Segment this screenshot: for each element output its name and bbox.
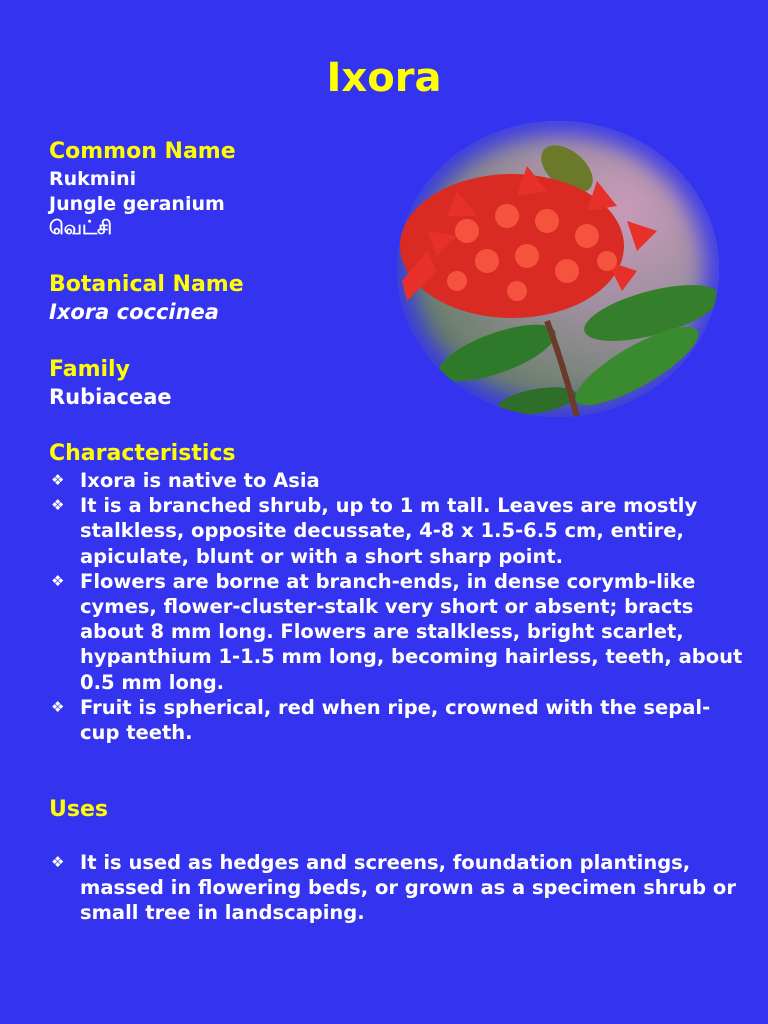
family-value: Rubiaceae	[49, 385, 172, 409]
list-item: ❖ Fruit is spherical, red when ripe, crowned with the sepal-cup teeth.	[51, 695, 711, 745]
list-item: ❖ It is used as hedges and screens, foundation plantings, massed in flowering beds, or grown as a specimen shrub or small tree in landscaping.	[51, 851, 736, 925]
characteristics-list	[49, 468, 749, 745]
common-name-jungle-geranium: Jungle geranium	[49, 193, 225, 215]
list-item: ❖ Ixora is native to Asia	[51, 469, 320, 492]
common-name-tamil: வெட்சி	[49, 217, 112, 239]
list-item: ❖ It is a branched shrub, up to 1 m tall. Leaves are mostly stalkless, opposite decussate, 4-8 x 1.5-6.5 cm, entire, apiculate, blunt or with a short sharp point.	[51, 494, 698, 568]
family-heading: Family	[49, 357, 130, 382]
common-name-heading: Common Name	[49, 139, 236, 164]
uses-list	[49, 850, 749, 926]
diamond-bullet-icon: ❖	[51, 471, 65, 489]
diamond-bullet-icon: ❖	[51, 571, 65, 590]
common-name-rukmini: Rukmini	[49, 168, 137, 190]
uses-heading: Uses	[49, 797, 108, 822]
list-item: ❖ Flowers are borne at branch-ends, in dense corymb-like cymes, flower-cluster-stalk very short or absent; bracts about 8 mm long. Flowers are stalkless, bright scarlet, hypanthium 1-1.5 mm long, becoming hairless, teeth, about 0.5 mm long.	[51, 569, 743, 694]
botanical-name-heading: Botanical Name	[49, 272, 244, 297]
flower-illustration	[397, 121, 719, 417]
characteristics-heading: Characteristics	[49, 441, 236, 466]
ixora-flower-image	[397, 121, 719, 417]
diamond-bullet-icon: ❖	[51, 853, 65, 871]
botanical-name-value: Ixora coccinea	[49, 300, 219, 324]
diamond-bullet-icon: ❖	[51, 496, 65, 515]
diamond-bullet-icon: ❖	[51, 697, 65, 716]
page-title: Ixora	[326, 55, 442, 101]
